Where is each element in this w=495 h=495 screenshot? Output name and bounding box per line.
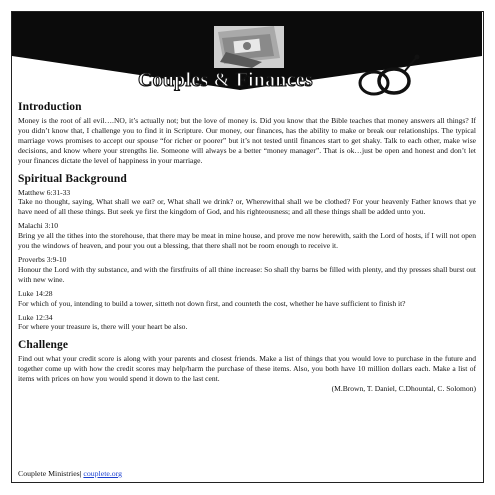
header-banner: [12, 12, 482, 108]
footer: [18, 469, 122, 478]
challenge-text: Find out what your credit score is along with your parents and closest friends. Make a list of things that you would love to purchase in the future and together come up with how the credit scores may help/harm the purchase of these items. Also, you both have 10 million dollars each. Make a list of items with prices on how you would spend it down to the last cent.: [18, 354, 476, 384]
footer-separator: |: [79, 469, 82, 478]
verse-text: Honour the Lord with thy substance, and with the firstfruits of all thine increase: So shall thy barns be filled with plenty, and thy presses shall burst out with new wine.: [18, 264, 476, 284]
page-title: Couples & Finances: [138, 69, 313, 91]
verse-reference: Proverbs 3:9-10: [18, 254, 67, 264]
footer-org-name: Couplete Ministries: [18, 469, 80, 478]
introduction-text: Money is the root of all evil….NO, it’s actually not; but the love of money is. Did you know that the Bible teaches that money answers all things? If you didn’t know that, I challenge you to find it in Scripture. Our money, our finances, has the ability to make or break our relationships. The typical marriage vows promises to accept our spouse “for richer or poorer” but it’s not tested until finances start to get shaky. Talk to each other, make wise decisions, and know where your strengths lie. Someone will always be a better “money manager”. That is ok…just be open and honest and don’t let your finances dictate the level of happiness in your marriage.: [18, 116, 476, 165]
verse-text: For which of you, intending to build a tower, sitteth not down first, and counteth the cost, whether he have sufficient to finish it?: [18, 298, 406, 308]
author-credits: (M.Brown, T. Daniel, C.Dhountal, C. Solomon): [331, 384, 476, 394]
verse-text: Take no thought, saying, What shall we eat? or, What shall we drink? or, Wherewithal shall we be clothed? For your heavenly Father knows that ye have need of all these things. But seek ye first the kingdom of God, and his righteousness; and all these things shall be added unto you.: [18, 197, 476, 217]
verse-reference: Luke 12:34: [18, 312, 53, 322]
website-link[interactable]: couplete.org: [83, 469, 123, 478]
verse-reference: Matthew 6:31-33: [18, 187, 71, 197]
money-stack-image: [214, 26, 284, 68]
introduction-heading: Introduction: [18, 101, 82, 113]
verse-reference: Luke 14:28: [18, 288, 53, 298]
verse-reference: Malachi 3:10: [18, 221, 59, 231]
spiritual-background-heading: Spiritual Background: [18, 172, 127, 185]
flyer-frame: [11, 11, 484, 483]
challenge-heading: Challenge: [18, 339, 69, 352]
main-content: [18, 101, 476, 394]
verse-text: For where your treasure is, there will your heart be also.: [18, 322, 188, 332]
verse-text: Bring ye all the tithes into the storehouse, that there may be meat in mine house, and prove me now herewith, saith the Lord of hosts, if I will not open you the windows of heaven, and pour you out a blessing, that there shall not be room enough to receive it.: [18, 231, 476, 251]
